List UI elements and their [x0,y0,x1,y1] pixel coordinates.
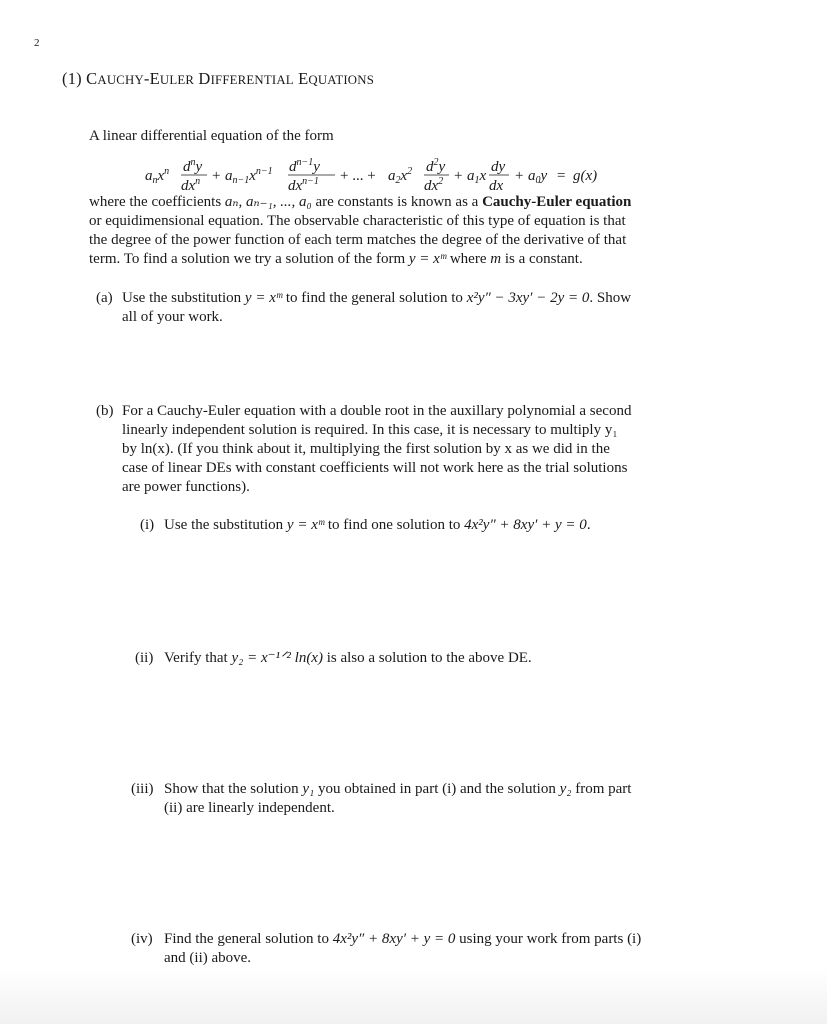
svg-text:+: + [212,168,221,184]
part-a-label: (a) [96,290,113,306]
part-b-iv-line-1: Find the general solution to 4x²y″ + 8xy′ + y = 0 using your work from parts (i) [164,931,642,947]
part-a-line-2: all of your work. [122,309,223,325]
equation-rhs: g(x) [573,168,598,184]
svg-text:=: = [557,168,566,184]
part-b-line-3: by ln(x). (If you think about it, multiplying the first solution by x as we did in the [122,441,610,457]
title-rest: QUATIONS [308,73,375,87]
coefficients: aₙ, aₙ₋₁, ..., a₀ [224,194,312,210]
title-rest: IFFERENTIAL [210,73,294,87]
svg-text:dxn−1: $dx^{n-1}$ [288,176,319,194]
svg-text:a2x2: $a_2x^2$ [388,166,413,186]
svg-text:+ ... +: + ... + [340,168,376,184]
svg-text:d2y: $d^2y$ [426,157,446,175]
svg-text:a1x: $a_1x$ [467,168,487,186]
title-letter: -E [143,69,160,88]
part-b-i-de: 4x²y″ + 8xy′ + y = 0 [464,517,587,533]
section-number: (1) [62,69,82,88]
part-b-iii-label: (iii) [131,781,154,797]
svg-text:dy: dy [491,159,506,175]
svg-text:dny: $d^ny$ [183,157,203,175]
title-rest: ULER [159,73,195,87]
title-letter: D [194,69,211,88]
section-title [86,69,374,88]
page-bottom-shade [0,968,827,1024]
intro-lead: A linear differential equation of the form [89,128,334,144]
definition-line-3: the degree of the power function of each term matches the degree of the derivative of that [89,232,627,248]
part-b-line-2: linearly independent solution is required. In this case, it is necessary to multiply y₁ [122,422,618,438]
svg-text:+: + [454,168,463,184]
part-a-line-1: Use the substitution y = xᵐ to find the general solution to x²y″ − 3xy′ − 2y = 0. Show [122,290,632,306]
cauchy-euler-term: Cauchy-Euler equation [482,194,632,210]
svg-text:a0y: $a_0y$ [528,168,548,186]
part-b-line-1: For a Cauchy-Euler equation with a double root in the auxillary polynomial a second [122,403,632,419]
definition-line-4: term. To find a solution we try a solution of the form y = xᵐ where m is a constant. [89,251,583,267]
section-heading [62,69,374,89]
part-b-line-4: case of linear DEs with constant coefficients will not work here as the trial solutions [122,460,628,476]
title-rest: AUCHY [97,73,144,87]
part-b-ii: (ii) Verify that y₂ = x⁻¹ᐟ² ln(x) is also a solution to the above DE. [135,650,532,666]
svg-text:dxn: $dx^n$ [181,176,201,194]
part-b-i: (i) Use the substitution y = xᵐ to find one solution to 4x²y″ + 8xy′ + y = 0. [140,517,591,533]
part-b-iii-line-2: (ii) are linearly independent. [164,800,335,816]
svg-text:dx: dx [489,178,504,194]
part-a-de: x²y″ − 3xy′ − 2y = 0 [466,290,590,306]
page-number: 2 [34,37,40,49]
part-b-line-5: are power functions). [122,479,250,495]
svg-text:+: + [515,168,524,184]
part-b-iv-label: (iv) [131,931,153,947]
title-letter: E [293,69,309,88]
svg-text:dn−1y: $d^{n-1}y$ [289,157,320,175]
title-letter: C [86,69,98,88]
part-b-ii-expr: y₂ = x⁻¹ᐟ² ln(x) [231,650,323,666]
svg-text:dx2: $dx^2$ [424,176,444,194]
part-b-iv-de: 4x²y″ + 8xy′ + y = 0 [332,931,456,947]
definition-line-1: where the coefficients aₙ, aₙ₋₁, ..., a₀ are constants is known as a Cauchy-Euler equation [89,194,632,210]
svg-text:anxn: $a_nx^n$ [145,166,170,186]
definition-line-2: or equidimensional equation. The observable characteristic of this type of equation is that [89,213,626,229]
part-b-iv-line-2: and (ii) above. [164,950,252,966]
svg-text:an−1xn−1: $a_{n-1}x^{n-1}$ [225,166,273,186]
part-b-label: (b) [96,403,114,419]
part-b-iii-line-1: Show that the solution y₁ you obtained in part (i) and the solution y₂ from part [164,781,632,797]
